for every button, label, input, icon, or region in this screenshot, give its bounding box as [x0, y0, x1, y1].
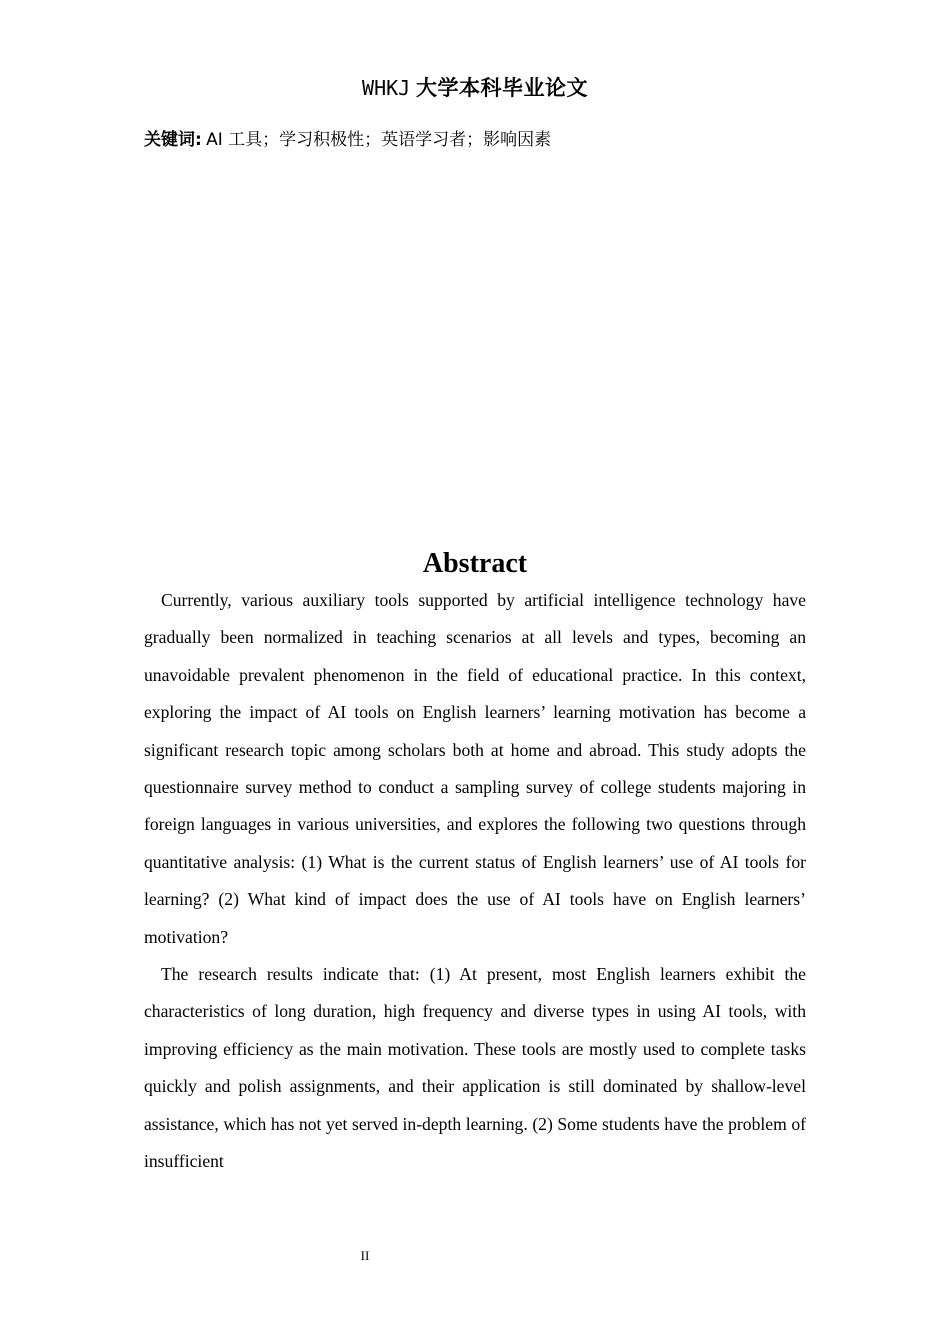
abstract-paragraph: Currently, various auxiliary tools supported by artificial intelligence technology have gradually been normalized in teaching scenarios at all levels and types, becoming an unavoidable prevalent phenomenon in the field of educational practice. In this context, exploring the impact of AI tools on English learners’ learning motivation has become a significant research topic among scholars both at home and abroad. This study adopts the questionnaire survey method to conduct a sampling survey of college students majoring in foreign languages in various universities, and explores the following two questions through quantitative analysis: (1) What is the current status of English learners’ use of AI tools for learning? (2) What kind of impact does the use of AI tools have on English learners’ motivation?: [144, 590, 806, 947]
abstract-title: Abstract: [422, 548, 528, 579]
abstract-paragraph: The research results indicate that: (1) At present, most English learners exhibit the characteristics of long duration, high frequency and diverse types in using AI tools, with improving efficiency as the main motivation. These tools are mostly used to complete tasks quickly and polish assignments, and their application is still dominated by shallow-level assistance, which has not yet served in-depth learning. (2) Some students have the problem of insufficient: [144, 964, 806, 1172]
abstract-body: [144, 582, 806, 1181]
page-header: [0, 72, 950, 102]
keywords-label: 关键词:: [144, 130, 202, 150]
page-number: II: [360, 1248, 370, 1263]
keywords-line: [144, 128, 806, 152]
keywords-value: AI 工具；学习积极性；英语学习者；影响因素: [206, 130, 552, 150]
header-title: 大学本科毕业论文: [415, 76, 588, 100]
header-university-code: WHKJ: [362, 76, 411, 100]
